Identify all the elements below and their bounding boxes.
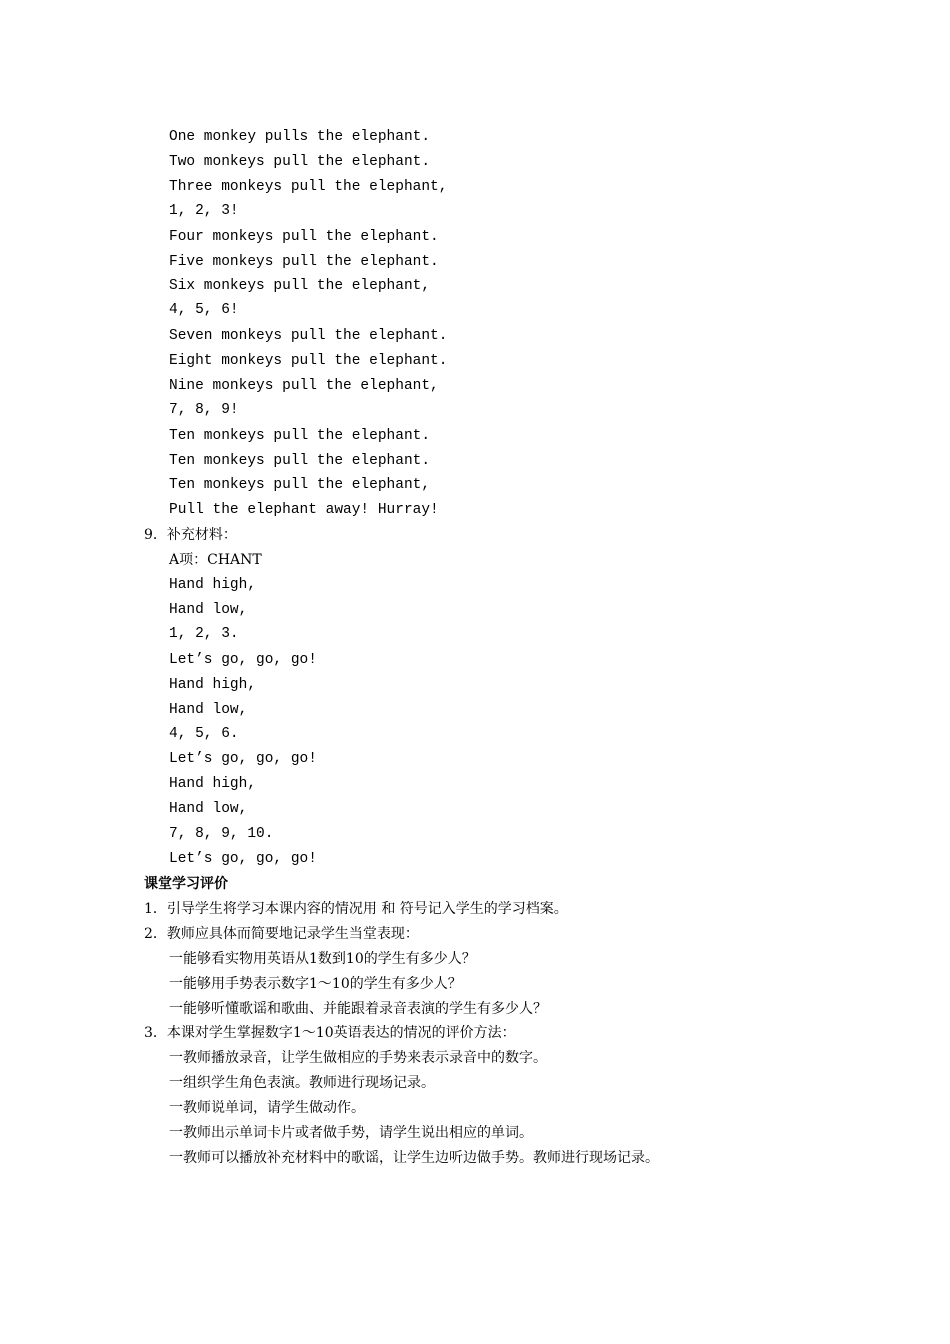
evaluation-item-3-sub: 一教师说单词，请学生做动作。 <box>169 1100 365 1116</box>
supplement-line: 4, 5, 6. <box>169 726 239 742</box>
supplement-line: Hand high, <box>169 577 257 593</box>
chant-line: Nine monkeys pull the elephant, <box>169 378 439 394</box>
evaluation-item-2-sub: 一能够用手势表示数字1～10的学生有多少人？ <box>169 976 462 992</box>
chant-line: Seven monkeys pull the elephant. <box>169 328 448 344</box>
evaluation-item-3: 3．本课对学生掌握数字1～10英语表达的情况的评价方法： <box>144 1025 516 1041</box>
chant-line: Ten monkeys pull the elephant. <box>169 428 431 444</box>
chant-line: Four monkeys pull the elephant. <box>169 229 439 245</box>
supplement-line: 7, 8, 9, 10. <box>169 826 274 842</box>
supplement-line: Let’s go, go, go! <box>169 851 317 867</box>
chant-line: One monkey pulls the elephant. <box>169 129 431 145</box>
supplement-line: Hand low, <box>169 702 248 718</box>
section-heading: 课堂学习评价 <box>144 876 228 892</box>
chant-line: Five monkeys pull the elephant. <box>169 254 439 270</box>
evaluation-item-2: 2．教师应具体而简要地记录学生当堂表现： <box>144 926 419 942</box>
evaluation-item-3-sub: 一教师出示单词卡片或者做手势，请学生说出相应的单词。 <box>169 1125 533 1141</box>
chant-line: Six monkeys pull the elephant, <box>169 278 431 294</box>
supplement-line: Hand high, <box>169 776 257 792</box>
evaluation-item-3-sub: 一组织学生角色表演。教师进行现场记录。 <box>169 1075 435 1091</box>
chant-line: Two monkeys pull the elephant. <box>169 154 431 170</box>
evaluation-item-1: 1．引导学生将学习本课内容的情况用 和 符号记入学生的学习档案。 <box>144 901 568 917</box>
supplement-line: 1, 2, 3. <box>169 626 239 642</box>
supplement-line: Hand low, <box>169 801 248 817</box>
evaluation-item-3-sub: 一教师播放录音，让学生做相应的手势来表示录音中的数字。 <box>169 1050 547 1066</box>
item-9-label: 9．补充材料： <box>144 527 237 543</box>
chant-line: Three monkeys pull the elephant, <box>169 179 448 195</box>
chant-line: Eight monkeys pull the elephant. <box>169 353 448 369</box>
chant-line: Ten monkeys pull the elephant, <box>169 477 431 493</box>
chant-line: 4, 5, 6! <box>169 302 239 318</box>
chant-line: 7, 8, 9! <box>169 402 239 418</box>
chant-line: 1, 2, 3! <box>169 203 239 219</box>
chant-line: Pull the elephant away! Hurray! <box>169 502 439 518</box>
evaluation-item-3-sub: 一教师可以播放补充材料中的歌谣，让学生边听边做手势。教师进行现场记录。 <box>169 1150 659 1166</box>
supplement-line: Let’s go, go, go! <box>169 751 317 767</box>
evaluation-item-2-sub: 一能够听懂歌谣和歌曲、并能跟着录音表演的学生有多少人？ <box>169 1001 547 1017</box>
supplement-line: Hand low, <box>169 602 248 618</box>
supplement-line: Hand high, <box>169 677 257 693</box>
item-9-subtitle: A项：CHANT <box>169 552 262 568</box>
supplement-line: Let’s go, go, go! <box>169 652 317 668</box>
evaluation-item-2-sub: 一能够看实物用英语从1数到10的学生有多少人？ <box>169 951 476 967</box>
chant-line: Ten monkeys pull the elephant. <box>169 453 431 469</box>
